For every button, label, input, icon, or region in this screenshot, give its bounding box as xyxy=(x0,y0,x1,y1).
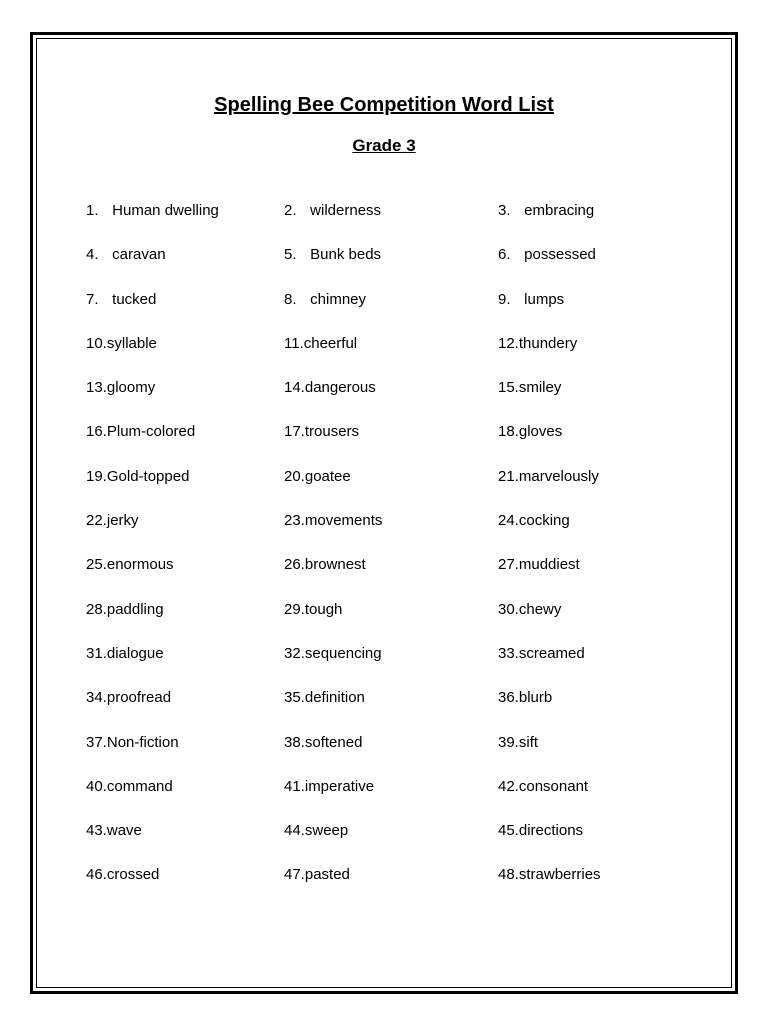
word-text: Bunk beds xyxy=(310,246,382,264)
word-number: 15. xyxy=(498,379,519,397)
word-item xyxy=(284,333,498,377)
word-number: 47. xyxy=(284,866,305,884)
word-text: chimney xyxy=(310,290,367,308)
word-text: embracing xyxy=(524,202,595,219)
word-number: 38. xyxy=(284,733,305,751)
word-item xyxy=(284,732,498,776)
word-text: gloves xyxy=(518,423,563,441)
word-text: muddiest xyxy=(518,556,580,574)
word-item xyxy=(498,421,686,465)
word-number: 12. xyxy=(498,334,519,352)
word-list xyxy=(86,200,686,909)
word-text: wilderness xyxy=(310,202,382,219)
word-text: crossed xyxy=(106,866,160,884)
word-text: blurb xyxy=(518,689,553,707)
word-item xyxy=(284,421,498,465)
word-item xyxy=(86,554,284,598)
word-item xyxy=(86,466,284,510)
word-text: sequencing xyxy=(304,644,382,662)
word-text: screamed xyxy=(518,644,585,662)
word-text: cheerful xyxy=(303,334,358,352)
word-text: paddling xyxy=(106,600,164,618)
word-number: 33. xyxy=(498,644,519,662)
word-number: 4. xyxy=(86,246,99,264)
word-number: 43. xyxy=(86,822,107,840)
word-number: 25. xyxy=(86,556,107,574)
word-item xyxy=(498,599,686,643)
word-number: 13. xyxy=(86,379,107,397)
word-item xyxy=(498,200,686,244)
word-text: syllable xyxy=(106,334,157,352)
word-item xyxy=(284,820,498,864)
word-text: smiley xyxy=(518,379,562,397)
word-item xyxy=(86,776,284,820)
word-number: 10. xyxy=(86,334,107,352)
word-number: 3. xyxy=(498,202,511,219)
word-number: 40. xyxy=(86,777,107,795)
word-number: 28. xyxy=(86,600,107,618)
word-number: 1. xyxy=(86,202,99,219)
word-number: 9. xyxy=(498,290,511,308)
word-number: 5. xyxy=(284,246,297,264)
word-number: 19. xyxy=(86,467,107,485)
word-item xyxy=(498,466,686,510)
word-number: 18. xyxy=(498,423,519,441)
word-text: tucked xyxy=(112,290,157,308)
word-text: gloomy xyxy=(106,379,156,397)
word-number: 8. xyxy=(284,290,297,308)
grade-heading: Grade 3 xyxy=(352,136,416,155)
word-item xyxy=(498,289,686,333)
word-item xyxy=(86,864,284,908)
word-number: 44. xyxy=(284,822,305,840)
word-text: marvelously xyxy=(518,467,599,485)
word-text: consonant xyxy=(518,777,589,795)
word-text: Non-fiction xyxy=(106,733,179,751)
word-number: 48. xyxy=(498,866,519,884)
word-text: directions xyxy=(518,822,584,840)
word-text: pasted xyxy=(304,866,350,884)
word-number: 11. xyxy=(284,334,304,352)
word-item xyxy=(86,421,284,465)
word-item xyxy=(86,289,284,333)
word-number: 31. xyxy=(86,644,107,662)
word-text: Human dwelling xyxy=(112,202,219,219)
word-item xyxy=(86,599,284,643)
word-text: lumps xyxy=(524,290,565,308)
word-item xyxy=(498,687,686,731)
word-number: 26. xyxy=(284,556,305,574)
word-item xyxy=(86,643,284,687)
word-text: softened xyxy=(304,733,363,751)
word-number: 30. xyxy=(498,600,519,618)
word-number: 39. xyxy=(498,733,519,751)
word-text: thundery xyxy=(518,334,578,352)
word-item xyxy=(498,864,686,908)
word-item xyxy=(86,510,284,554)
word-text: possessed xyxy=(524,246,596,264)
word-item xyxy=(284,200,498,244)
word-text: sift xyxy=(518,733,539,751)
word-item xyxy=(284,289,498,333)
word-number: 34. xyxy=(86,689,107,707)
word-item xyxy=(284,864,498,908)
word-number: 16. xyxy=(86,423,107,441)
word-item xyxy=(498,776,686,820)
word-number: 14. xyxy=(284,379,305,397)
word-text: movements xyxy=(304,512,383,530)
word-number: 37. xyxy=(86,733,107,751)
word-item xyxy=(86,687,284,731)
word-item xyxy=(284,244,498,288)
word-item xyxy=(498,554,686,598)
word-item xyxy=(86,820,284,864)
word-text: definition xyxy=(304,689,365,707)
word-text: cocking xyxy=(518,512,570,530)
word-text: jerky xyxy=(106,512,139,530)
word-number: 27. xyxy=(498,556,519,574)
word-number: 41. xyxy=(284,777,305,795)
word-item xyxy=(284,466,498,510)
word-text: strawberries xyxy=(518,866,601,884)
word-text: dangerous xyxy=(304,379,376,397)
word-number: 42. xyxy=(498,777,519,795)
word-text: Gold-topped xyxy=(106,467,190,485)
word-text: goatee xyxy=(304,467,351,485)
word-number: 36. xyxy=(498,689,519,707)
word-number: 24. xyxy=(498,512,519,530)
word-item xyxy=(498,510,686,554)
word-text: chewy xyxy=(518,600,562,618)
word-item xyxy=(86,377,284,421)
word-number: 46. xyxy=(86,866,107,884)
word-text: command xyxy=(106,777,173,795)
word-text: trousers xyxy=(304,423,360,441)
word-number: 23. xyxy=(284,512,305,530)
word-item xyxy=(86,333,284,377)
word-item xyxy=(86,200,284,244)
word-item xyxy=(284,643,498,687)
word-text: enormous xyxy=(106,556,174,574)
word-item xyxy=(498,643,686,687)
word-item xyxy=(498,244,686,288)
word-number: 7. xyxy=(86,290,99,308)
word-item xyxy=(86,732,284,776)
word-number: 2. xyxy=(284,202,297,219)
word-text: brownest xyxy=(304,556,366,574)
word-number: 17. xyxy=(284,423,305,441)
word-number: 45. xyxy=(498,822,519,840)
word-text: proofread xyxy=(106,689,172,707)
word-item xyxy=(86,244,284,288)
word-item xyxy=(284,377,498,421)
word-text: imperative xyxy=(304,777,375,795)
word-item xyxy=(498,820,686,864)
word-item xyxy=(498,333,686,377)
word-number: 21. xyxy=(498,467,519,485)
word-number: 32. xyxy=(284,644,305,662)
word-text: Plum-colored xyxy=(106,423,196,441)
word-text: sweep xyxy=(304,822,349,840)
word-text: caravan xyxy=(112,246,166,264)
word-item xyxy=(284,554,498,598)
word-number: 22. xyxy=(86,512,107,530)
word-item xyxy=(498,732,686,776)
word-number: 6. xyxy=(498,246,511,264)
document-title: Spelling Bee Competition Word List xyxy=(214,94,554,116)
word-number: 35. xyxy=(284,689,305,707)
word-item xyxy=(498,377,686,421)
word-number: 20. xyxy=(284,467,305,485)
word-item xyxy=(284,510,498,554)
word-number: 29. xyxy=(284,600,305,618)
word-item xyxy=(284,776,498,820)
word-text: tough xyxy=(304,600,343,618)
word-text: dialogue xyxy=(106,644,164,662)
word-text: wave xyxy=(106,822,142,840)
word-item xyxy=(284,599,498,643)
word-item xyxy=(284,687,498,731)
